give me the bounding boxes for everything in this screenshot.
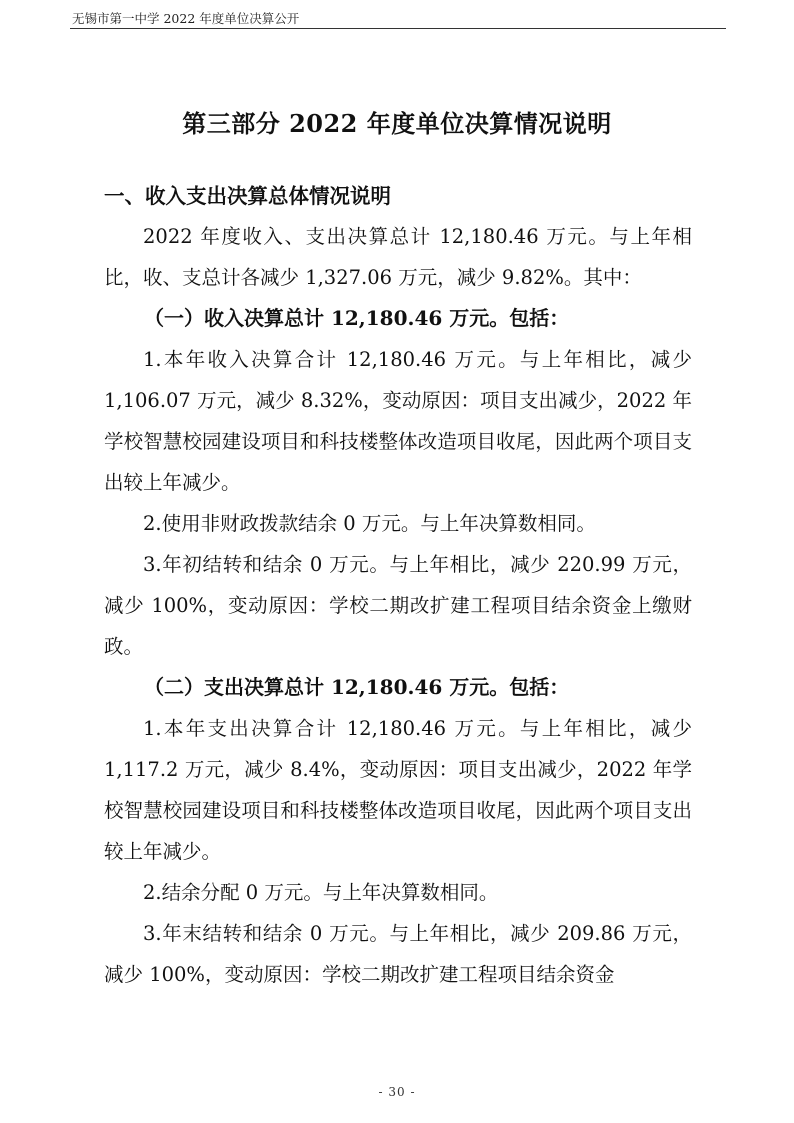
section-heading: 一、收入支出决算总体情况说明 — [104, 184, 391, 208]
expense-item-1: 1.本年支出决算合计 12,180.46 万元。与上年相比，减少 1,117.2 万元，减少 8.4%，变动原因：项目支出减少，2022 年学校智慧校园建设项目和科技楼整体改造项目收尾，因此两个项目支出较上年减少。 — [104, 717, 692, 863]
income-heading: （一）收入决算总计 12,180.46 万元。包括： — [144, 306, 570, 330]
intro-paragraph: 2022 年度收入、支出决算总计 12,180.46 万元。与上年相比，收、支总计各减少 1,327.06 万元，减少 9.82%。其中： — [104, 225, 692, 289]
expense-item-2: 2.结余分配 0 万元。与上年决算数相同。 — [143, 881, 499, 904]
income-item-1: 1.本年收入决算合计 12,180.46 万元。与上年相比，减少 1,106.07 万元，减少 8.32%，变动原因：项目支出减少，2022 年学校智慧校园建设项目和科技楼整体改造项目收尾，因此两个项目支出较上年减少。 — [104, 348, 692, 494]
expense-item-3: 3.年末结转和结余 0 万元。与上年相比，减少 209.86 万元，减少 100%，变动原因：学校二期改扩建工程项目结余资金 — [104, 922, 692, 986]
document-body — [104, 176, 692, 995]
header-divider — [70, 28, 726, 29]
expense-heading: （二）支出决算总计 12,180.46 万元。包括： — [144, 675, 570, 699]
income-item-2: 2.使用非财政拨款结余 0 万元。与上年决算数相同。 — [143, 512, 596, 535]
page-number: - 30 - — [378, 1085, 416, 1099]
page-header: 无锡市第一中学 2022 年度单位决算公开 — [72, 11, 300, 26]
income-item-3: 3.年初结转和结余 0 万元。与上年相比，减少 220.99 万元，减少 100%，变动原因：学校二期改扩建工程项目结余资金上缴财政。 — [104, 553, 692, 658]
page-title: 第三部分 2022 年度单位决算情况说明 — [182, 109, 612, 138]
